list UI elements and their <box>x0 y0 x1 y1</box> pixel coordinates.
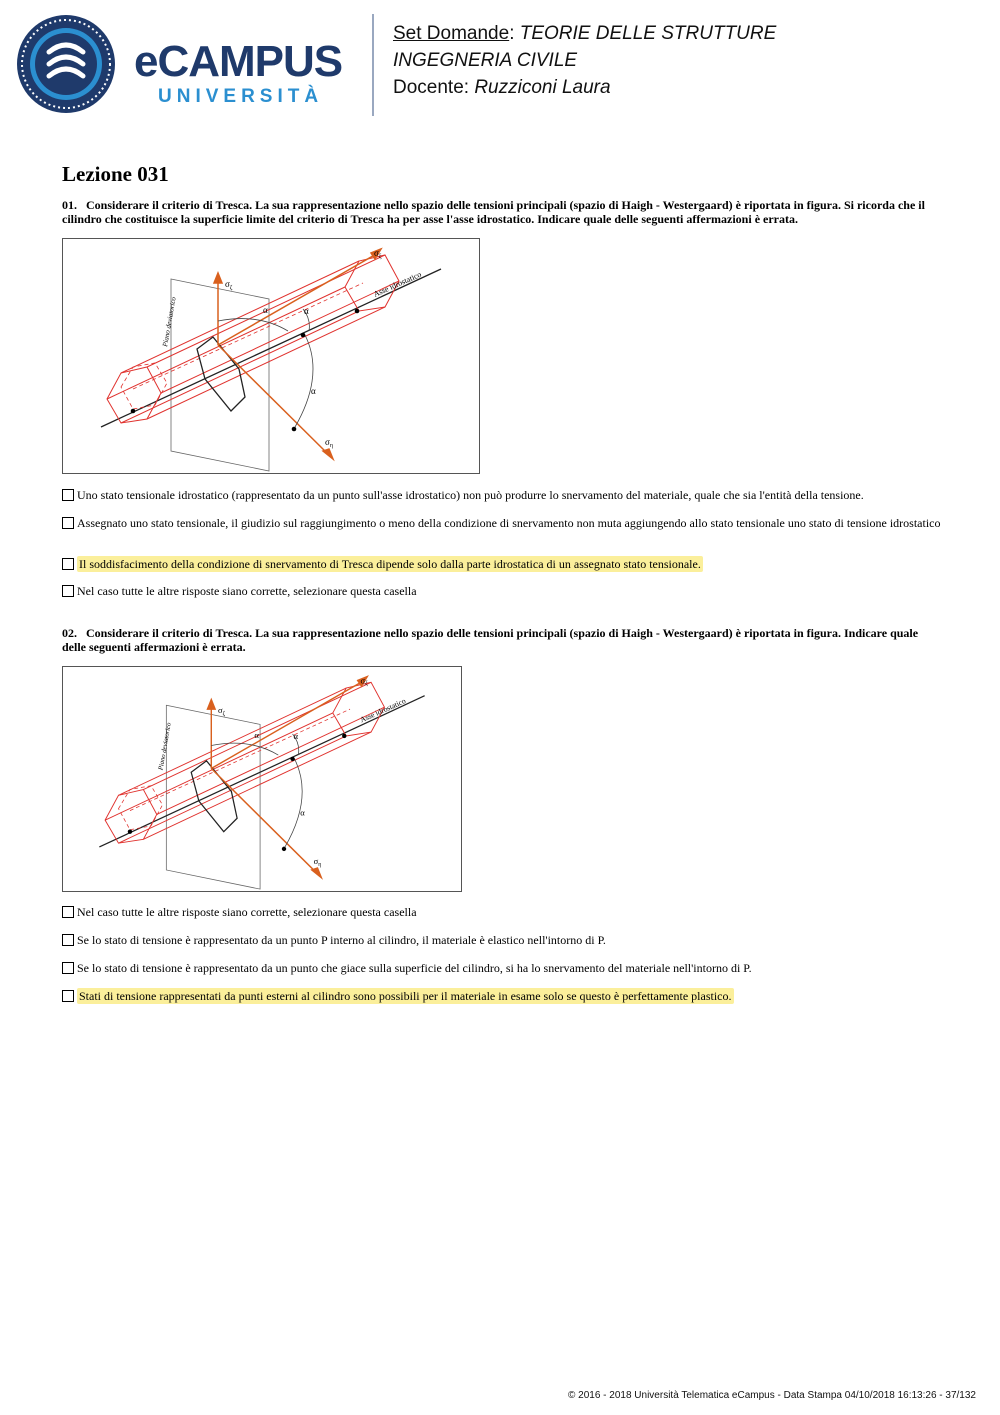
answer-option[interactable] <box>62 557 942 571</box>
alpha-label: α <box>293 730 299 741</box>
question-text: Considerare il criterio di Tresca. La sua rappresentazione nello spazio delle tensioni principali (spazio di Haigh - Westergaard) è riportata in figura. Si ricorda che il cilindro che costituisce la superficie limite del criterio di Tresca ha per asse l'asse idrostatico. Indicare quale delle seguenti affermazioni è errata. <box>62 198 925 226</box>
header-divider <box>372 14 374 116</box>
answer-option[interactable] <box>62 961 942 975</box>
answer-checkbox[interactable] <box>62 558 74 570</box>
question-text: Considerare il criterio di Tresca. La sua rappresentazione nello spazio delle tensioni principali (spazio di Haigh - Westergaard) è riportata in figura. Indicare quale delle seguenti affermazioni è errata. <box>62 626 919 654</box>
answer-checkbox[interactable] <box>62 990 74 1002</box>
sigma-zeta-label: $\sigma_\zeta$ <box>225 279 233 291</box>
answer-option[interactable] <box>62 905 942 919</box>
alpha-label: α <box>304 306 309 316</box>
ecampus-seal-logo <box>16 14 116 114</box>
answer-text: Uno stato tensionale idrostatico (rappresentato da un punto sull'asse idrostatico) non può produrre lo snervamento del materiale, quale che sia l'entità della tensione. <box>77 488 864 502</box>
answer-checkbox[interactable] <box>62 489 74 501</box>
set-label: Set Domande <box>393 23 510 44</box>
answer-checkbox[interactable] <box>62 585 74 597</box>
asse-idrostatico-label: Asse idrostatico <box>372 269 423 299</box>
answer-text-highlighted: Il soddisfacimento della condizione di snervamento di Tresca dipende solo dalla parte idrostatica di un assegnato stato tensionale. <box>79 557 701 571</box>
degree-name: INGEGNERIA CIVILE <box>393 50 578 71</box>
answer-option[interactable] <box>62 488 942 502</box>
piano-deviatorico-label: Piano deviatorico <box>161 296 178 348</box>
answer-text: Nel caso tutte le altre risposte siano corrette, selezionare questa casella <box>77 584 417 598</box>
answer-text: Nel caso tutte le altre risposte siano corrette, selezionare questa casella <box>77 905 417 919</box>
brand-sub: UNIVERSITÀ <box>158 86 324 107</box>
course-info <box>393 20 776 101</box>
alpha-label: α <box>300 807 305 818</box>
docente-name: Ruzziconi Laura <box>474 77 611 98</box>
answer-checkbox[interactable] <box>62 962 74 974</box>
brand-name: eCAMPUS <box>134 37 343 86</box>
answer-option[interactable] <box>62 516 942 530</box>
asse-idrostatico-label: Asse idrostatico <box>358 696 408 725</box>
alpha-label: α <box>311 386 316 396</box>
sigma-eta-label: $\sigma_\eta$ <box>325 437 333 449</box>
question-number: 01. <box>62 198 77 212</box>
docente-label: Docente: <box>393 77 475 98</box>
question-2 <box>62 626 942 654</box>
answer-checkbox[interactable] <box>62 906 74 918</box>
sigma-xi-label: $\sigma_\xi$ <box>374 248 382 260</box>
question-1 <box>62 198 942 226</box>
answer-checkbox[interactable] <box>62 517 74 529</box>
answer-text: Se lo stato di tensione è rappresentato da un punto P interno al cilindro, il materiale è elastico nell'intorno di P. <box>77 933 606 947</box>
answer-checkbox[interactable] <box>62 934 74 946</box>
ecampus-wordmark <box>134 37 343 108</box>
piano-deviatorico-label: Piano deviatorico <box>157 722 173 771</box>
set-separator: : <box>509 23 520 44</box>
sigma-xi-label: $\sigma_\xi$ <box>360 675 368 688</box>
answer-option[interactable] <box>62 989 942 1003</box>
alpha-label: α <box>254 729 259 740</box>
tresca-figure-2 <box>62 666 462 892</box>
question-number: 02. <box>62 626 77 640</box>
page-header <box>0 0 1000 130</box>
tresca-figure-1 <box>62 238 480 474</box>
answer-text-highlighted: Stati di tensione rappresentati da punti esterni al cilindro sono possibili per il materiale in esame solo se questo è perfettamente plastico. <box>79 989 732 1003</box>
course-name: TEORIE DELLE STRUTTURE <box>519 23 777 44</box>
lesson-title: Lezione 031 <box>62 162 169 186</box>
answer-option[interactable] <box>62 584 942 598</box>
sigma-zeta-label: $\sigma_\zeta$ <box>217 704 226 717</box>
page-footer: © 2016 - 2018 Università Telematica eCampus - Data Stampa 04/10/2018 16:13:26 - 37/132 <box>568 1390 976 1401</box>
answer-option[interactable] <box>62 933 942 947</box>
answer-text: Assegnato uno stato tensionale, il giudizio sul raggiungimento o meno della condizione di snervamento non muta aggiungendo allo stato tensionale uno stato di tensione idrostatico <box>77 516 941 530</box>
alpha-label: α <box>263 305 268 315</box>
sigma-eta-label: $\sigma_\eta$ <box>313 856 322 869</box>
answer-text: Se lo stato di tensione è rappresentato da un punto che giace sulla superficie del cilindro, si ha lo snervamento del materiale nell'intorno di P. <box>77 961 752 975</box>
course-line <box>393 20 776 47</box>
